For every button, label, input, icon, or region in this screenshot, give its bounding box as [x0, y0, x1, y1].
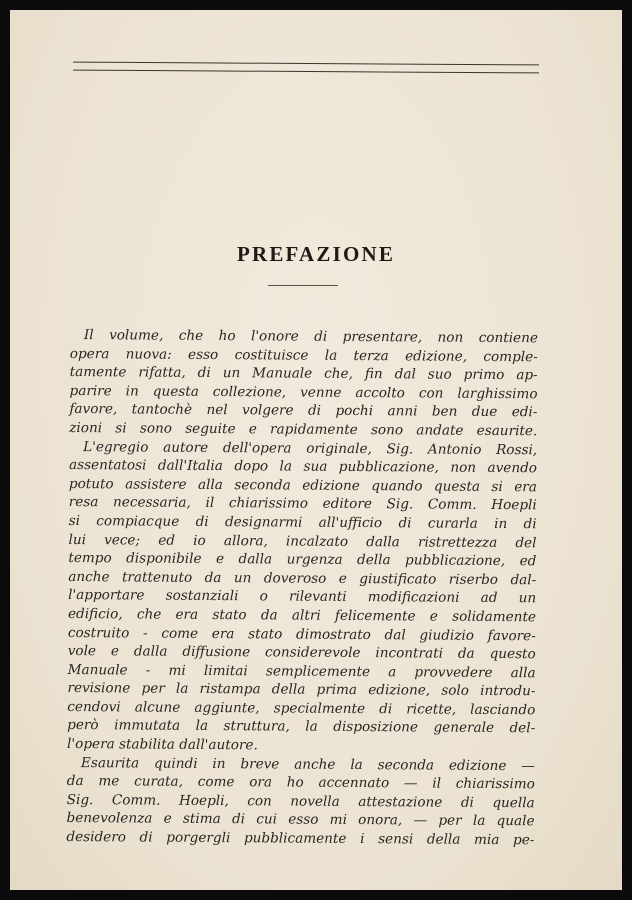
text-line: L'egregio autore dell'opera originale, Sig. Antonio Rossi,: [83, 438, 538, 458]
text-line: tamente rifatta, di un Manuale che, fin dal suo primo ap-: [69, 364, 538, 384]
preface-text: [66, 326, 538, 850]
text-line: Esaurita quindi in breve anche la seconda edizione —: [80, 754, 535, 774]
text-line: revisione per la ristampa della prima edizione, solo introdu-: [67, 680, 536, 700]
text-line: Manuale - mi limitai semplicemente a provvedere alla: [67, 661, 536, 681]
text-line: si compiacque di designarmi all'ufficio di curarla in di: [68, 512, 537, 533]
header-rule-top: [73, 62, 539, 66]
text-line: però immutata la struttura, la disposizione generale del-: [67, 717, 536, 737]
title-underline: [268, 285, 338, 286]
text-line: parire in questa collezione, venne accolto con larghissimo: [69, 382, 538, 403]
text-line: resa necessaria, il chiarissimo editore Sig. Comm. Hoepli: [68, 494, 537, 514]
text-line: cendovi alcune aggiunte, specialmente di ricette, lasciando: [67, 698, 536, 719]
text-line: favore, tantochè nel volgere di pochi anni ben due edi-: [69, 401, 538, 421]
text-line: anche trattenuto da un doveroso e giustificato riserbo dal-: [68, 568, 537, 588]
page-title: PREFAZIONE: [236, 242, 396, 266]
text-line: costruito - come era stato dimostrato dal giudizio favore-: [67, 624, 536, 644]
text-line: benevolenza e stima di cui esso mi onora, — per la quale: [66, 810, 535, 830]
text-line: desidero di porgergli pubblicamente i sensi della mia pe-: [66, 829, 535, 849]
text-line: vole e dalla diffusione considerevole incontrati da questo: [67, 643, 536, 663]
header-rule-bottom: [73, 70, 539, 74]
text-line: opera nuova: esso costituisce la terza edizione, comple-: [69, 345, 538, 365]
text-line: zioni si sono seguite e rapidamente sono andate esaurite.: [69, 419, 538, 440]
text-line: l'apportare sostanziali o rilevanti modificazioni ad un: [68, 587, 537, 607]
text-line: edificio, che era stato da altri felicemente e solidamente: [67, 605, 537, 626]
text-line: tempo disponibile e dalla urgenza della pubblicazione, ed: [68, 550, 537, 570]
text-line: Il volume, che ho l'onore di presentare, non contiene: [83, 327, 538, 347]
text-line: potuto assistere alla seconda edizione quando questa si era: [68, 475, 537, 496]
text-line: assentatosi dall'Italia dopo la sua pubblicazione, non avendo: [68, 457, 538, 477]
text-line: lui vece; ed io allora, incalzato dalla ristrettezza del: [68, 531, 537, 551]
text-line: Sig. Comm. Hoepli, con novella attestazione di quella: [66, 791, 535, 812]
text-line: l'opera stabilita dall'autore.: [67, 736, 258, 754]
book-page: [10, 10, 622, 890]
text-line: da me curata, come ora ho accennato — il chiarissimo: [66, 773, 535, 793]
